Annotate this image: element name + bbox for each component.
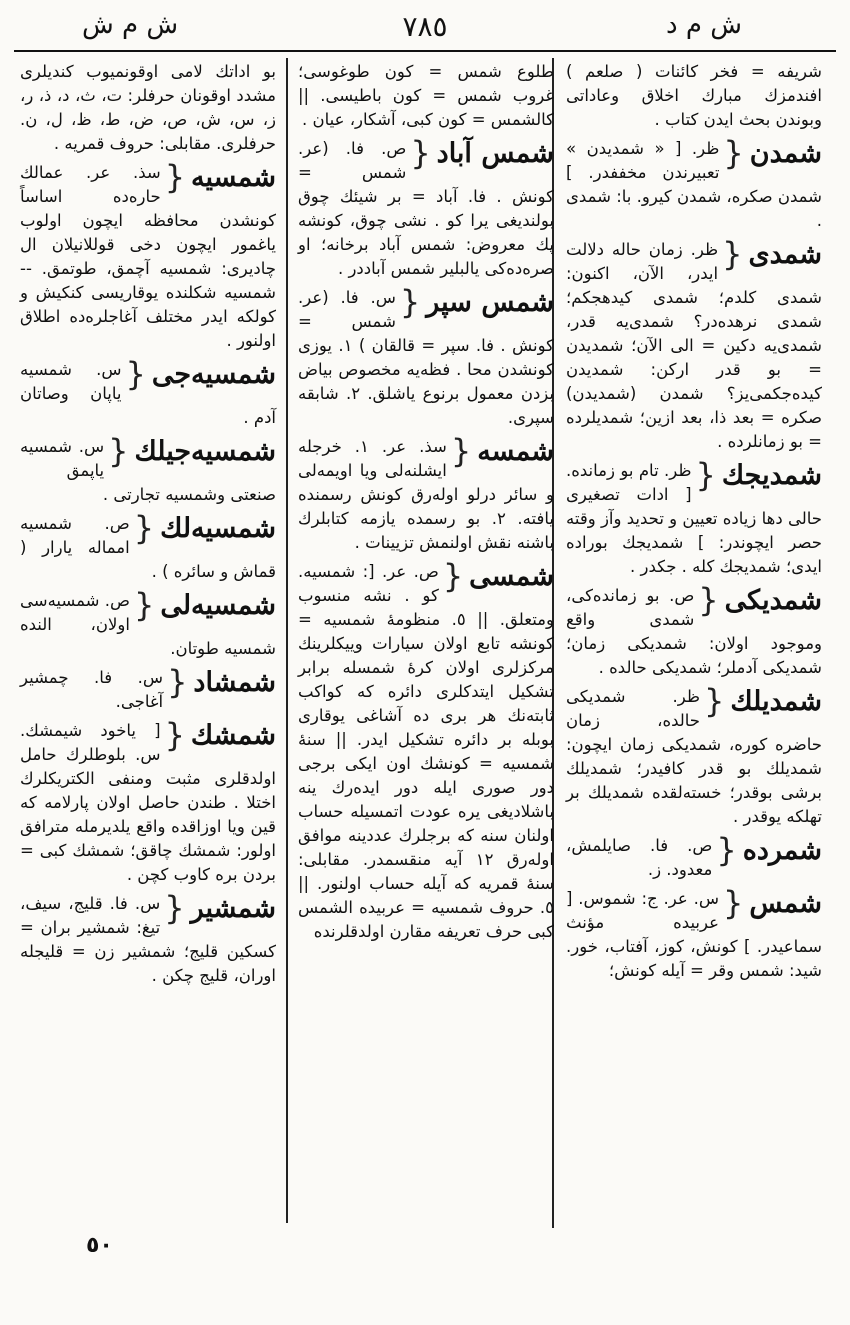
headword: شمدى [748, 239, 822, 270]
dictionary-entry [566, 235, 822, 454]
brace-icon: { [698, 581, 719, 619]
headword: شمس آباد [436, 138, 554, 169]
brace-icon: { [108, 432, 129, 470]
dictionary-entry [566, 581, 822, 680]
dictionary-entry [20, 889, 276, 988]
headword: شمشاد [193, 667, 276, 698]
definition: س. فا. قليج، سيف، تيغ: شمشير بران = كسكين قليج؛ شمشير زن = قليجله اوران، قليج چكن . [20, 894, 276, 985]
brace-icon: { [722, 884, 744, 922]
definition: ظر. شمديكى حالده، زمان حاضره كوره، شمديكى زمان ايچون: شمديلك بو قدر كافيدر؛ شمديلك برشى بوقدر؛ خسته‌لقده شمديلك بر تهلكه يوقدر . [566, 687, 822, 826]
definition: س. فا. چمشير آغاجى. [20, 668, 164, 711]
dictionary-entry [566, 884, 822, 983]
headword: شمرده [742, 835, 822, 866]
dictionary-entry [20, 509, 276, 584]
headword: شمديلك [730, 686, 822, 717]
headword: شمشك [190, 720, 276, 751]
headword: شمديجك [721, 460, 822, 491]
brace-icon: { [723, 134, 744, 172]
headword: شمسه [477, 436, 554, 467]
dictionary-entry [20, 432, 276, 507]
dictionary-entry [20, 663, 276, 714]
brace-icon: { [704, 682, 725, 720]
brace-icon: { [167, 663, 188, 701]
definition: سذ. عر. ١. خرجله ايشلنه‌لى ويا اويمه‌لى و سائر درلو اوله‌رق كونش رسمنده يافته. ٢. بو رسمده يازمه كتابلرك باشنه نقش اولنمش تزيينات . [298, 437, 554, 552]
definition: ص. شمسيه امماله يارار ( قماش و سائره ) . [20, 514, 276, 581]
brace-icon: { [695, 456, 716, 494]
column-intro: طلوع شمس = كون طوغوسى؛ غروب شمس = كون باطيسى. || كالشمس = كون كبى، آشكار، عيان . [298, 62, 554, 129]
brace-icon: { [410, 134, 431, 172]
definition: س. شمسيه ياپان وصاتان آدم . [20, 360, 276, 427]
headword: شمسيه‌جى [151, 359, 276, 390]
definition: س. شمسيه ياپمق صنعتى وشمسيه تجارتى . [20, 437, 276, 504]
definition: ص. عر. [: شمسيه. كو . نشه منسوب ومتعلق. || ٥. منظومهٔ شمسيه = كونشه تابع اولان سيارات وييكلرينك مركزلرى اولان كرهٔ شمسله برابر تشكيل ايتدكلرى دائره كه كواكب ثابته‌نك هر برى ده آشاغى يوقارى بوبله بر دائره تشكيل ايدر. || سنهٔ شمسيه = كونشك اون ايكى برجى دور صورى ايله دور ايده‌رك ينه باشلاديغى يره عودت اتمسيله حساب اولنان سنه كه برجلرك عددينه موافق اوله‌رق ١٢ آيه منقسمدر. مقابلى: سنهٔ قمريه كه آيله حساب اولنور. || ٥. حروف شمسيه = عربيده الشمس كبى حرف تعريفه مقارن اولدقلرنده [298, 562, 554, 941]
header-rule [14, 50, 836, 52]
dictionary-entry [298, 134, 554, 281]
headword: شمسيه [191, 162, 276, 193]
folio-number: ٥٠ [86, 1233, 113, 1258]
brace-icon: { [164, 889, 185, 927]
definition: ص. شمسيه‌سى اولان، النده شمسيه طوتان. [20, 591, 276, 658]
column-divider-left [286, 58, 288, 1223]
headword: شمسى [469, 561, 554, 592]
brace-icon: { [442, 557, 464, 595]
column-left [20, 60, 276, 993]
brace-icon: { [133, 586, 155, 624]
page-number: ٧٨٥ [402, 10, 448, 43]
definition: ظر. تام بو زمانده. [ ادات تصغيرى حالى دها زياده تعيين و تحديد وآز وقته حصر ايچوندر: ] شمديجك بوراده ايدى؛ شمديجك كله . جكدر . [566, 461, 822, 576]
running-head-right: ش م د [666, 10, 742, 40]
headword: شمسيه‌لك [160, 513, 276, 544]
running-head-left: ش م ش [82, 10, 179, 40]
headword: شمس سپر [426, 287, 554, 318]
column-intro: بو اداتك لامى اوقونميوب كنديلرى مشدد اوقونان حرفلر: ت، ث، د، ذ، ر، ز، س، ش، ص، ض، ط، ظ، ل، ن. حرفلرى. مقابلى: حروف قمريه . [20, 62, 276, 153]
dictionary-entry [20, 586, 276, 661]
definition: س. عر. ج: شموس. [ عربيده مؤنث سماعيدر. ] كونش، كوز، آفتاب، خور. شيد: شمس وقر = آيله كونش؛ [566, 889, 822, 980]
column-middle [298, 60, 554, 949]
brace-icon: { [399, 283, 421, 321]
definition: ص. فا. (عر. شمس = كونش . فا. آباد = بر شيئك چوق بولنديغى يرا كو . نشى چوق، كونشه پك معروض: شمس آباد برخانه؛ او صره‌ده‌كى يالبلير شمس آباددر . [298, 139, 554, 278]
headword: شمديكى [724, 585, 822, 616]
column-right [566, 60, 822, 988]
dictionary-entry [20, 716, 276, 887]
dictionary-entry [566, 682, 822, 829]
brace-icon: { [716, 831, 737, 869]
headword: شمشير [190, 893, 276, 924]
definition: س. فا. (عر. شمس = كونش . فا. سپر = قالقان ) ١. يوزى كونشدن محا . فظه‌يه مخصوص بياض بزدن معمول برنوع ياشلق. ٢. شابقه سپرى. [298, 288, 554, 427]
brace-icon: { [164, 716, 185, 754]
dictionary-entry [566, 134, 822, 233]
dictionary-entry [298, 432, 554, 555]
definition: سذ. عر. عمالك حاره‌ده اساساً كونشدن محافظه ايچون اولوب ياغمور ايچون دخى قوللانيلان ال چاديرى: شمسيه آچمق، طوتمق. -- شمسيه شكلنده يوقاريسى كنكيش و كولكه ايدر مختلف آغاجلره‌ده اطلاق اولنور . [20, 163, 276, 350]
headword: شمسيه‌جيلك [134, 436, 276, 467]
dictionary-entry [20, 355, 276, 430]
dictionary-entry [566, 456, 822, 579]
headword: شمس [749, 888, 822, 919]
dictionary-entry [20, 158, 276, 353]
brace-icon: { [164, 158, 186, 196]
brace-icon: { [125, 355, 146, 393]
brace-icon: { [450, 432, 472, 470]
definition: ظر. زمان حاله دلالت ايدر، الآن، اكنون: شمدى كلدم؛ شمدى كيدهجكم؛ شمدى نرهده‌در؟ شمدى‌يه قدر، شمدى‌يه دكين = الى الآن؛ شمديدن = بو قدر اركن: شمديدن كيده‌جكمى‌يز؟ شمدن (شمديدن) صكره = بعد ذا، بعد ازين؛ شمديلرده = بو زمانلرده . [566, 240, 822, 451]
brace-icon: { [133, 509, 155, 547]
column-intro: شريفه = فخر كائنات ( صلعم ) افندمزك مبارك اخلاق وعاداتى وبوندن بحث ايدن كتاب . [566, 62, 822, 129]
dictionary-entry [566, 831, 822, 882]
dictionary-entry [298, 283, 554, 430]
headword: شمدن [749, 138, 822, 169]
brace-icon: { [722, 235, 743, 273]
definition: [ ياخود شيمشك. س. بلوطلرك حامل اولدقلرى مثبت ومنفى الكتريكلرك اختلا . طندن حاصل اولان پارلامه كه قين ويا اوزاقده واقع يلديرمله مترافق اولور: شمشك چاقق؛ شمشك كبى = بردن بره كاوب كچن . [20, 721, 276, 884]
definition: ص. فا. صايلمش، معدود. ز. [566, 836, 713, 879]
definition: ظر. [ « شمديدن » تعبيرندن مخففدر. ] شمدن صكره، شمدن كيرو. با: شمدى . [566, 139, 822, 230]
dictionary-entry [298, 557, 554, 944]
headword: شمسيه‌لى [160, 590, 276, 621]
definition: ص. بو زمانده‌كى، شمدى واقع وموجود اولان: شمديكى زمان؛ شمديكى آدملر؛ شمديكى حالده . [566, 586, 822, 677]
